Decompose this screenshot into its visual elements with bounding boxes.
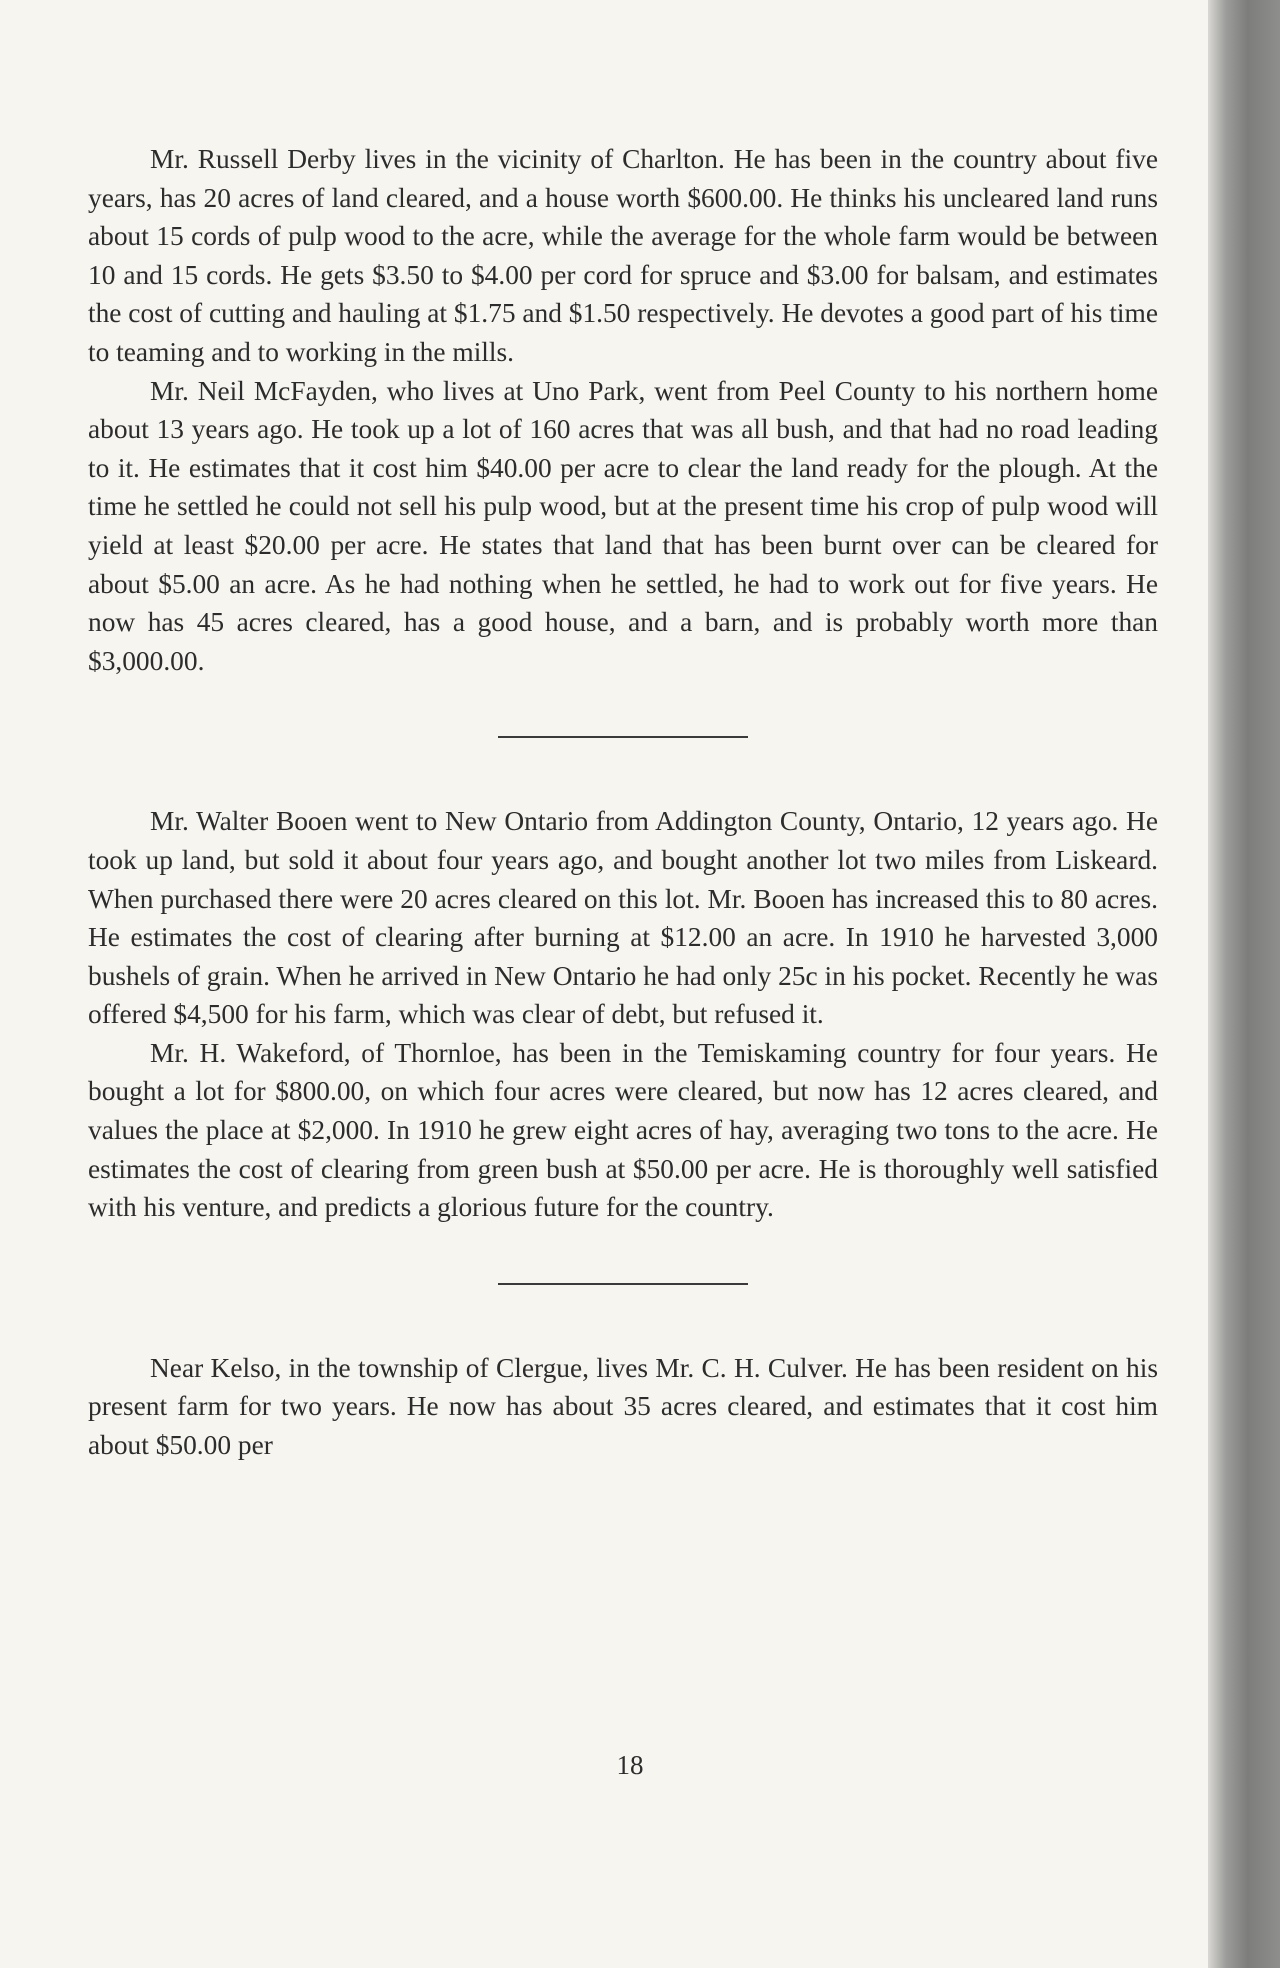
- paragraph-h-wakeford: Mr. H. Wakeford, of Thornloe, has been in the Temiskaming country for four years. He bought a lot for $800.00, on which four acres were cleared, but now has 12 acres cleared, and values the place at $2,000. In 1910 he grew eight acres of hay, averaging two tons to the acre. He estimates the cost of clearing from green bush at $50.00 per acre. He is thoroughly well satisfied with his venture, and predicts a glorious future for the country.: [88, 1037, 1158, 1223]
- section-divider: [498, 1283, 748, 1285]
- paragraph-walter-booen: Mr. Walter Booen went to New Ontario from Addington County, Ontario, 12 years ago. He took up land, but sold it about four years ago, and bought another lot two miles from Liskeard. When purchased there were 20 acres cleared on this lot. Mr. Booen has increased this to 80 acres. He estimates the cost of clearing after burning at $12.00 an acre. In 1910 he harvested 3,000 bushels of grain. When he arrived in New Ontario he had only 25c in his pocket. Recently he was offered $4,500 for his farm, which was clear of debt, but refused it.: [88, 806, 1158, 1030]
- section-divider: [498, 736, 748, 738]
- page-number: 18: [616, 1750, 644, 1780]
- paragraph-c-h-culver: Near Kelso, in the township of Clergue, lives Mr. C. H. Culver. He has been resident on his present farm for two years. He now has about 35 acres cleared, and estimates that it cost him about $50.00 per: [88, 1352, 1158, 1461]
- page-body: [88, 140, 1158, 1465]
- paragraph-neil-mcfayden: Mr. Neil McFayden, who lives at Uno Park, went from Peel County to his northern home about 13 years ago. He took up a lot of 160 acres that was all bush, and that had no road leading to it. He estimates that it cost him $40.00 per acre to clear the land ready for the plough. At the time he settled he could not sell his pulp wood, but at the present time his crop of pulp wood will yield at least $20.00 per acre. He states that land that has been burnt over can be cleared for about $5.00 an acre. As he had nothing when he settled, he had to work out for five years. He now has 45 acres cleared, has a good house, and a barn, and is probably worth more than $3,000.00.: [88, 375, 1158, 676]
- paragraph-russell-derby: Mr. Russell Derby lives in the vicinity of Charlton. He has been in the country about five years, has 20 acres of land cleared, and a house worth $600.00. He thinks his uncleared land runs about 15 cords of pulp wood to the acre, while the average for the whole farm would be between 10 and 15 cords. He gets $3.50 to $4.00 per cord for spruce and $3.00 for balsam, and estimates the cost of cutting and hauling at $1.75 and $1.50 respectively. He devotes a good part of his time to teaming and to working in the mills.: [88, 144, 1158, 367]
- binding-edge: [1208, 0, 1280, 1968]
